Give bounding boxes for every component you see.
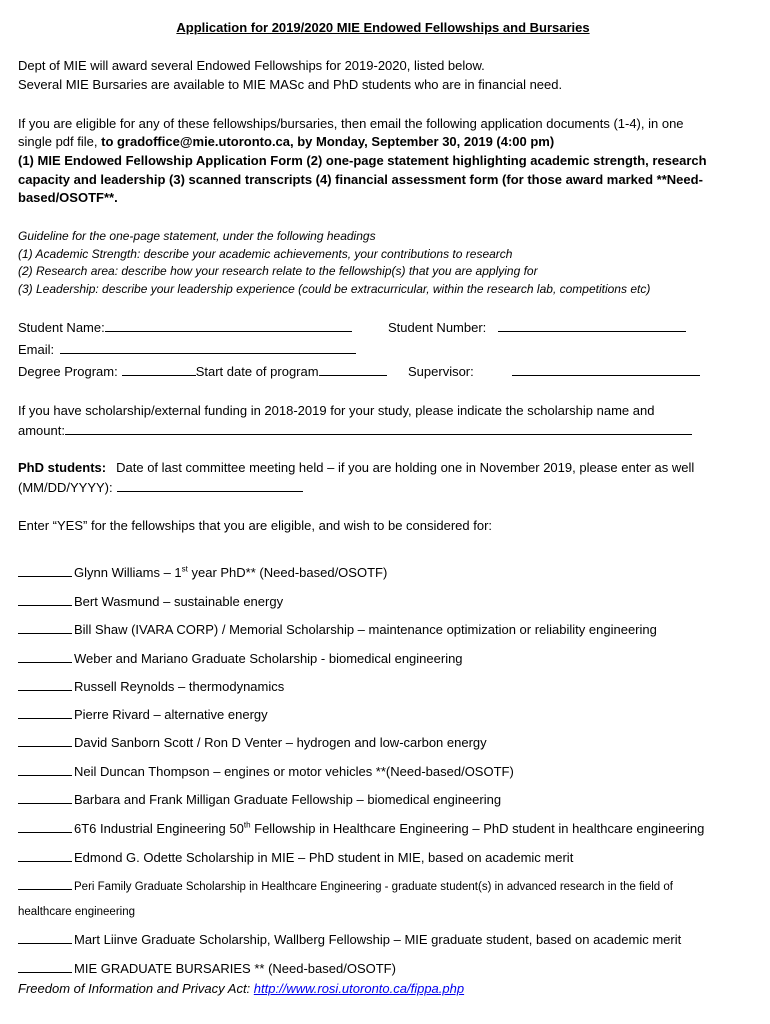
student-number-label: Student Number: — [388, 320, 487, 335]
fellowship-yes-blank[interactable] — [18, 819, 72, 833]
enter-yes-instruction: Enter “YES” for the fellowships that you are eligible, and wish to be considered for: — [18, 518, 493, 533]
phd-committee-line — [18, 459, 694, 477]
footer-label: Freedom of Information and Privacy Act: — [18, 981, 254, 996]
fellowship-yes-blank[interactable] — [18, 876, 72, 890]
funding-amount-blank[interactable] — [65, 421, 692, 435]
fellowship-label: MIE GRADUATE BURSARIES ** (Need-based/OSOTF) — [74, 961, 396, 976]
fippa-link[interactable]: http://www.rosi.utoronto.ca/fippa.php — [253, 981, 465, 996]
fellowship-yes-blank[interactable] — [18, 592, 72, 606]
student-name-blank[interactable] — [105, 318, 352, 332]
fellowship-sup: st — [181, 564, 188, 574]
fellowship-item[interactable] — [18, 959, 396, 978]
fellowship-label-cont: year PhD** (Need-based/OSOTF) — [187, 565, 388, 580]
degree-program-field[interactable] — [18, 362, 387, 381]
phd-committee-text: Date of last committee meeting held – if you are holding one in November 2019, please enter as well — [116, 460, 695, 475]
intro-line-1: Dept of MIE will award several Endowed Fellowships for 2019-2020, listed below. — [18, 58, 485, 73]
fellowship-label-cont: Fellowship in Healthcare Engineering – PhD student in healthcare engineering — [250, 821, 705, 836]
fellowship-yes-blank[interactable] — [18, 959, 72, 973]
instructions-line-3: (1) MIE Endowed Fellowship Application Form (2) one-page statement highlighting academic strength, research — [18, 153, 707, 168]
phd-students-label: PhD students: — [18, 460, 107, 475]
intro-line-2: Several MIE Bursaries are available to MIE MASc and PhD students who are in financial need. — [18, 77, 563, 92]
fellowship-item[interactable] — [18, 592, 283, 611]
degree-program-label: Degree Program: — [18, 364, 118, 379]
fellowship-item[interactable] — [18, 790, 501, 809]
fellowship-label: Bert Wasmund – sustainable energy — [74, 594, 284, 609]
instructions-line-4: capacity and leadership (3) scanned transcripts (4) financial assessment form (for those award marked **Need- — [18, 172, 703, 187]
fellowship-item[interactable] — [18, 677, 284, 696]
supervisor-field[interactable] — [408, 362, 700, 381]
supervisor-blank[interactable] — [512, 362, 700, 376]
fellowship-label: Pierre Rivard – alternative energy — [74, 707, 268, 722]
fellowship-item[interactable] — [18, 649, 463, 668]
fellowship-yes-blank[interactable] — [18, 563, 72, 577]
fellowship-label: David Sanborn Scott / Ron D Venter – hydrogen and low-carbon energy — [74, 735, 487, 750]
fellowship-item[interactable] — [18, 876, 673, 896]
supervisor-label: Supervisor: — [408, 364, 474, 379]
guideline-item-3: (3) Leadership: describe your leadership experience (could be extracurricular, within the research lab, competitions etc) — [18, 282, 651, 296]
fellowship-label: Peri Family Graduate Scholarship in Healthcare Engineering - graduate student(s) in advanced research in the field of — [74, 881, 673, 893]
phd-date-blank[interactable] — [117, 478, 303, 492]
fellowship-yes-blank[interactable] — [18, 620, 72, 634]
fellowship-label: 6T6 Industrial Engineering 50 — [74, 821, 244, 836]
email-label: Email: — [18, 342, 55, 357]
start-date-blank[interactable] — [319, 362, 387, 376]
phd-date-field[interactable] — [18, 478, 303, 497]
fellowship-yes-blank[interactable] — [18, 848, 72, 862]
fellowship-label-continuation: healthcare engineering — [18, 906, 136, 918]
student-number-blank[interactable] — [498, 318, 686, 332]
fellowship-label: Weber and Mariano Graduate Scholarship - biomedical engineering — [74, 651, 463, 666]
fellowship-label: Glynn Williams – 1 — [74, 565, 182, 580]
fellowship-item[interactable] — [18, 930, 681, 949]
fellowship-yes-blank[interactable] — [18, 705, 72, 719]
fellowship-yes-blank[interactable] — [18, 677, 72, 691]
fellowship-yes-blank[interactable] — [18, 733, 72, 747]
guideline-item-2: (2) Research area: describe how your research relate to the fellowship(s) that you are applying for — [18, 264, 538, 278]
fellowship-item[interactable] — [18, 620, 657, 639]
fellowship-yes-blank[interactable] — [18, 790, 72, 804]
fellowship-sup: th — [243, 820, 251, 830]
fellowship-item[interactable] — [18, 819, 704, 838]
fellowship-item[interactable] — [18, 762, 514, 781]
fellowship-label: Barbara and Frank Milligan Graduate Fellowship – biomedical engineering — [74, 792, 502, 807]
fellowship-yes-blank[interactable] — [18, 762, 72, 776]
instructions-line-2-prefix: single pdf file, — [18, 134, 102, 149]
instructions-line-5: based/OSOTF**. — [18, 190, 118, 205]
funding-amount-field[interactable] — [18, 421, 692, 440]
fellowship-item[interactable] — [18, 563, 387, 582]
funding-line-1: If you have scholarship/external funding in 2018-2019 for your study, please indicate the scholarship name and — [18, 403, 655, 418]
fellowship-label: Mart Liinve Graduate Scholarship, Wallberg Fellowship – MIE graduate student, based on academic merit — [74, 932, 682, 947]
student-number-field[interactable] — [388, 318, 686, 337]
guideline-item-1: (1) Academic Strength: describe your academic achievements, your contributions to research — [18, 247, 513, 261]
fellowship-yes-blank[interactable] — [18, 649, 72, 663]
student-name-field[interactable] — [18, 318, 352, 337]
email-field[interactable] — [18, 340, 356, 359]
instructions-line-1: If you are eligible for any of these fellowships/bursaries, then email the following application documents (1-4), in one — [18, 116, 684, 131]
page-title: Application for 2019/2020 MIE Endowed Fellowships and Bursaries — [176, 20, 590, 35]
degree-program-blank[interactable] — [122, 362, 196, 376]
fellowship-item[interactable] — [18, 848, 573, 867]
student-name-label: Student Name: — [18, 320, 105, 335]
instructions-line-2 — [18, 133, 554, 151]
fellowship-item[interactable] — [18, 733, 487, 752]
submission-email-deadline: to gradoffice@mie.utoronto.ca, by Monday, September 30, 2019 (4:00 pm) — [101, 134, 555, 149]
phd-date-label: (MM/DD/YYYY): — [18, 480, 113, 495]
funding-amount-label: amount: — [18, 423, 65, 438]
fellowship-label: Neil Duncan Thompson – engines or motor vehicles **(Need-based/OSOTF) — [74, 764, 514, 779]
fellowship-label: Edmond G. Odette Scholarship in MIE – PhD student in MIE, based on academic merit — [74, 850, 574, 865]
email-blank[interactable] — [60, 340, 356, 354]
fellowship-label: Bill Shaw (IVARA CORP) / Memorial Scholarship – maintenance optimization or reliability engineering — [74, 622, 657, 637]
footer-fippa — [18, 980, 464, 998]
start-date-label: Start date of program — [195, 364, 319, 379]
guideline-heading: Guideline for the one-page statement, under the following headings — [18, 229, 376, 243]
fellowship-yes-blank[interactable] — [18, 930, 72, 944]
fellowship-label: Russell Reynolds – thermodynamics — [74, 679, 285, 694]
fellowship-item[interactable] — [18, 705, 268, 724]
